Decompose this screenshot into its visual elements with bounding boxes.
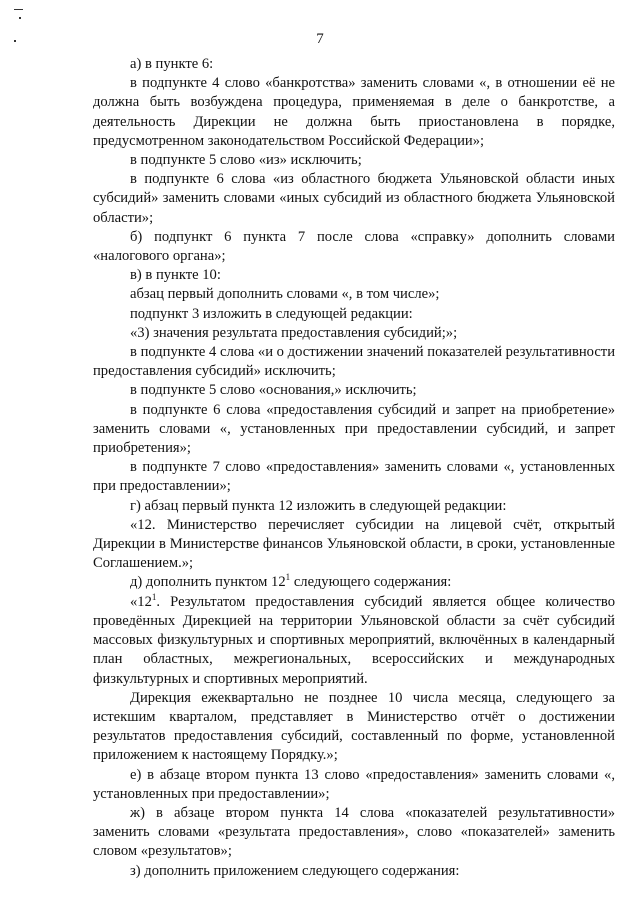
scan-mark xyxy=(19,17,21,19)
paragraph xyxy=(93,573,615,592)
paragraph: «3) значения результата предоставления субсидий;»; xyxy=(130,324,458,341)
scan-mark xyxy=(14,9,23,10)
paragraph: в подпункте 6 слова «предоставления субсидий и запрет на приобретение» заменить словами «, установленных при предоставлении субсидий, и запрет приобретения»; xyxy=(93,401,615,457)
paragraph: в) в пункте 10: xyxy=(130,267,221,284)
paragraph-text: д) дополнить пунктом 12 xyxy=(130,574,286,591)
superscript: 1 xyxy=(285,572,291,583)
paragraph-text: . Результатом предоставления субсидий является общее количество проведённых Дирекцией на территории Ульяновской области за счёт субсидий массовых физкультурных и спортивных мероприятий, включённых в календарный план областных, межрегиональных, всероссийских и международных физкультурных и спортивных мероприятий. xyxy=(93,593,615,687)
paragraph: г) абзац первый пункта 12 изложить в следующей редакции: xyxy=(130,497,507,514)
document-body xyxy=(93,55,615,881)
paragraph: в подпункте 5 слово «из» исключить; xyxy=(130,152,362,169)
paragraph: ж) в абзаце втором пункта 14 слова «показателей результативности» заменить словами «результата предоставления», слово «показателей» заменить словом «результатов»; xyxy=(93,804,615,860)
paragraph: в подпункте 4 слово «банкротства» заменить словами «, в отношении её не должна быть возбуждена процедура, применяемая в деле о банкротстве, а деятельность Дирекции не должна быть приостановлена в порядке, предусмотренном законодательством Российской Федерации»; xyxy=(93,75,615,149)
paragraph: в подпункте 5 слово «основания,» исключить; xyxy=(130,382,417,399)
paragraph-text: следующего содержания: xyxy=(293,574,452,591)
page-number: 7 xyxy=(316,31,324,47)
paragraph xyxy=(93,593,615,689)
paragraph: в подпункте 4 слова «и о достижении значений показателей результативности предоставления субсидий» исключить; xyxy=(93,344,615,380)
paragraph: «12. Министерство перечисляет субсидии на лицевой счёт, открытый Дирекции в Министерстве финансов Ульяновской области, в сроки, установленные Соглашением.»; xyxy=(93,516,615,572)
paragraph: Дирекция ежеквартально не позднее 10 числа месяца, следующего за истекшим кварталом, представляет в Министерство отчёт о достижении результатов предоставления субсидий, составленный по форме, установленной приложением к настоящему Порядку.»; xyxy=(93,689,615,764)
paragraph: б) подпункт 6 пункта 7 после слова «справку» дополнить словами «налогового органа»; xyxy=(93,228,615,265)
paragraph: в подпункте 7 слово «предоставления» заменить словами «, установленных при предоставлении»; xyxy=(93,459,615,495)
paragraph: в подпункте 6 слова «из областного бюджета Ульяновской области иных субсидий» заменить словами «иных субсидий из областного бюджета Ульяновской области»; xyxy=(93,171,615,226)
paragraph: подпункт 3 изложить в следующей редакции: xyxy=(130,305,413,322)
paragraph: а) в пункте 6: xyxy=(130,56,214,72)
paragraph: абзац первый дополнить словами «, в том числе»; xyxy=(130,286,440,303)
paragraph: з) дополнить приложением следующего содержания: xyxy=(130,862,460,879)
paragraph-text: «12 xyxy=(130,593,152,610)
paragraph: е) в абзаце втором пункта 13 слово «предоставления» заменить словами «, установленных при предоставлении»; xyxy=(93,766,615,802)
superscript: 1 xyxy=(151,591,157,602)
